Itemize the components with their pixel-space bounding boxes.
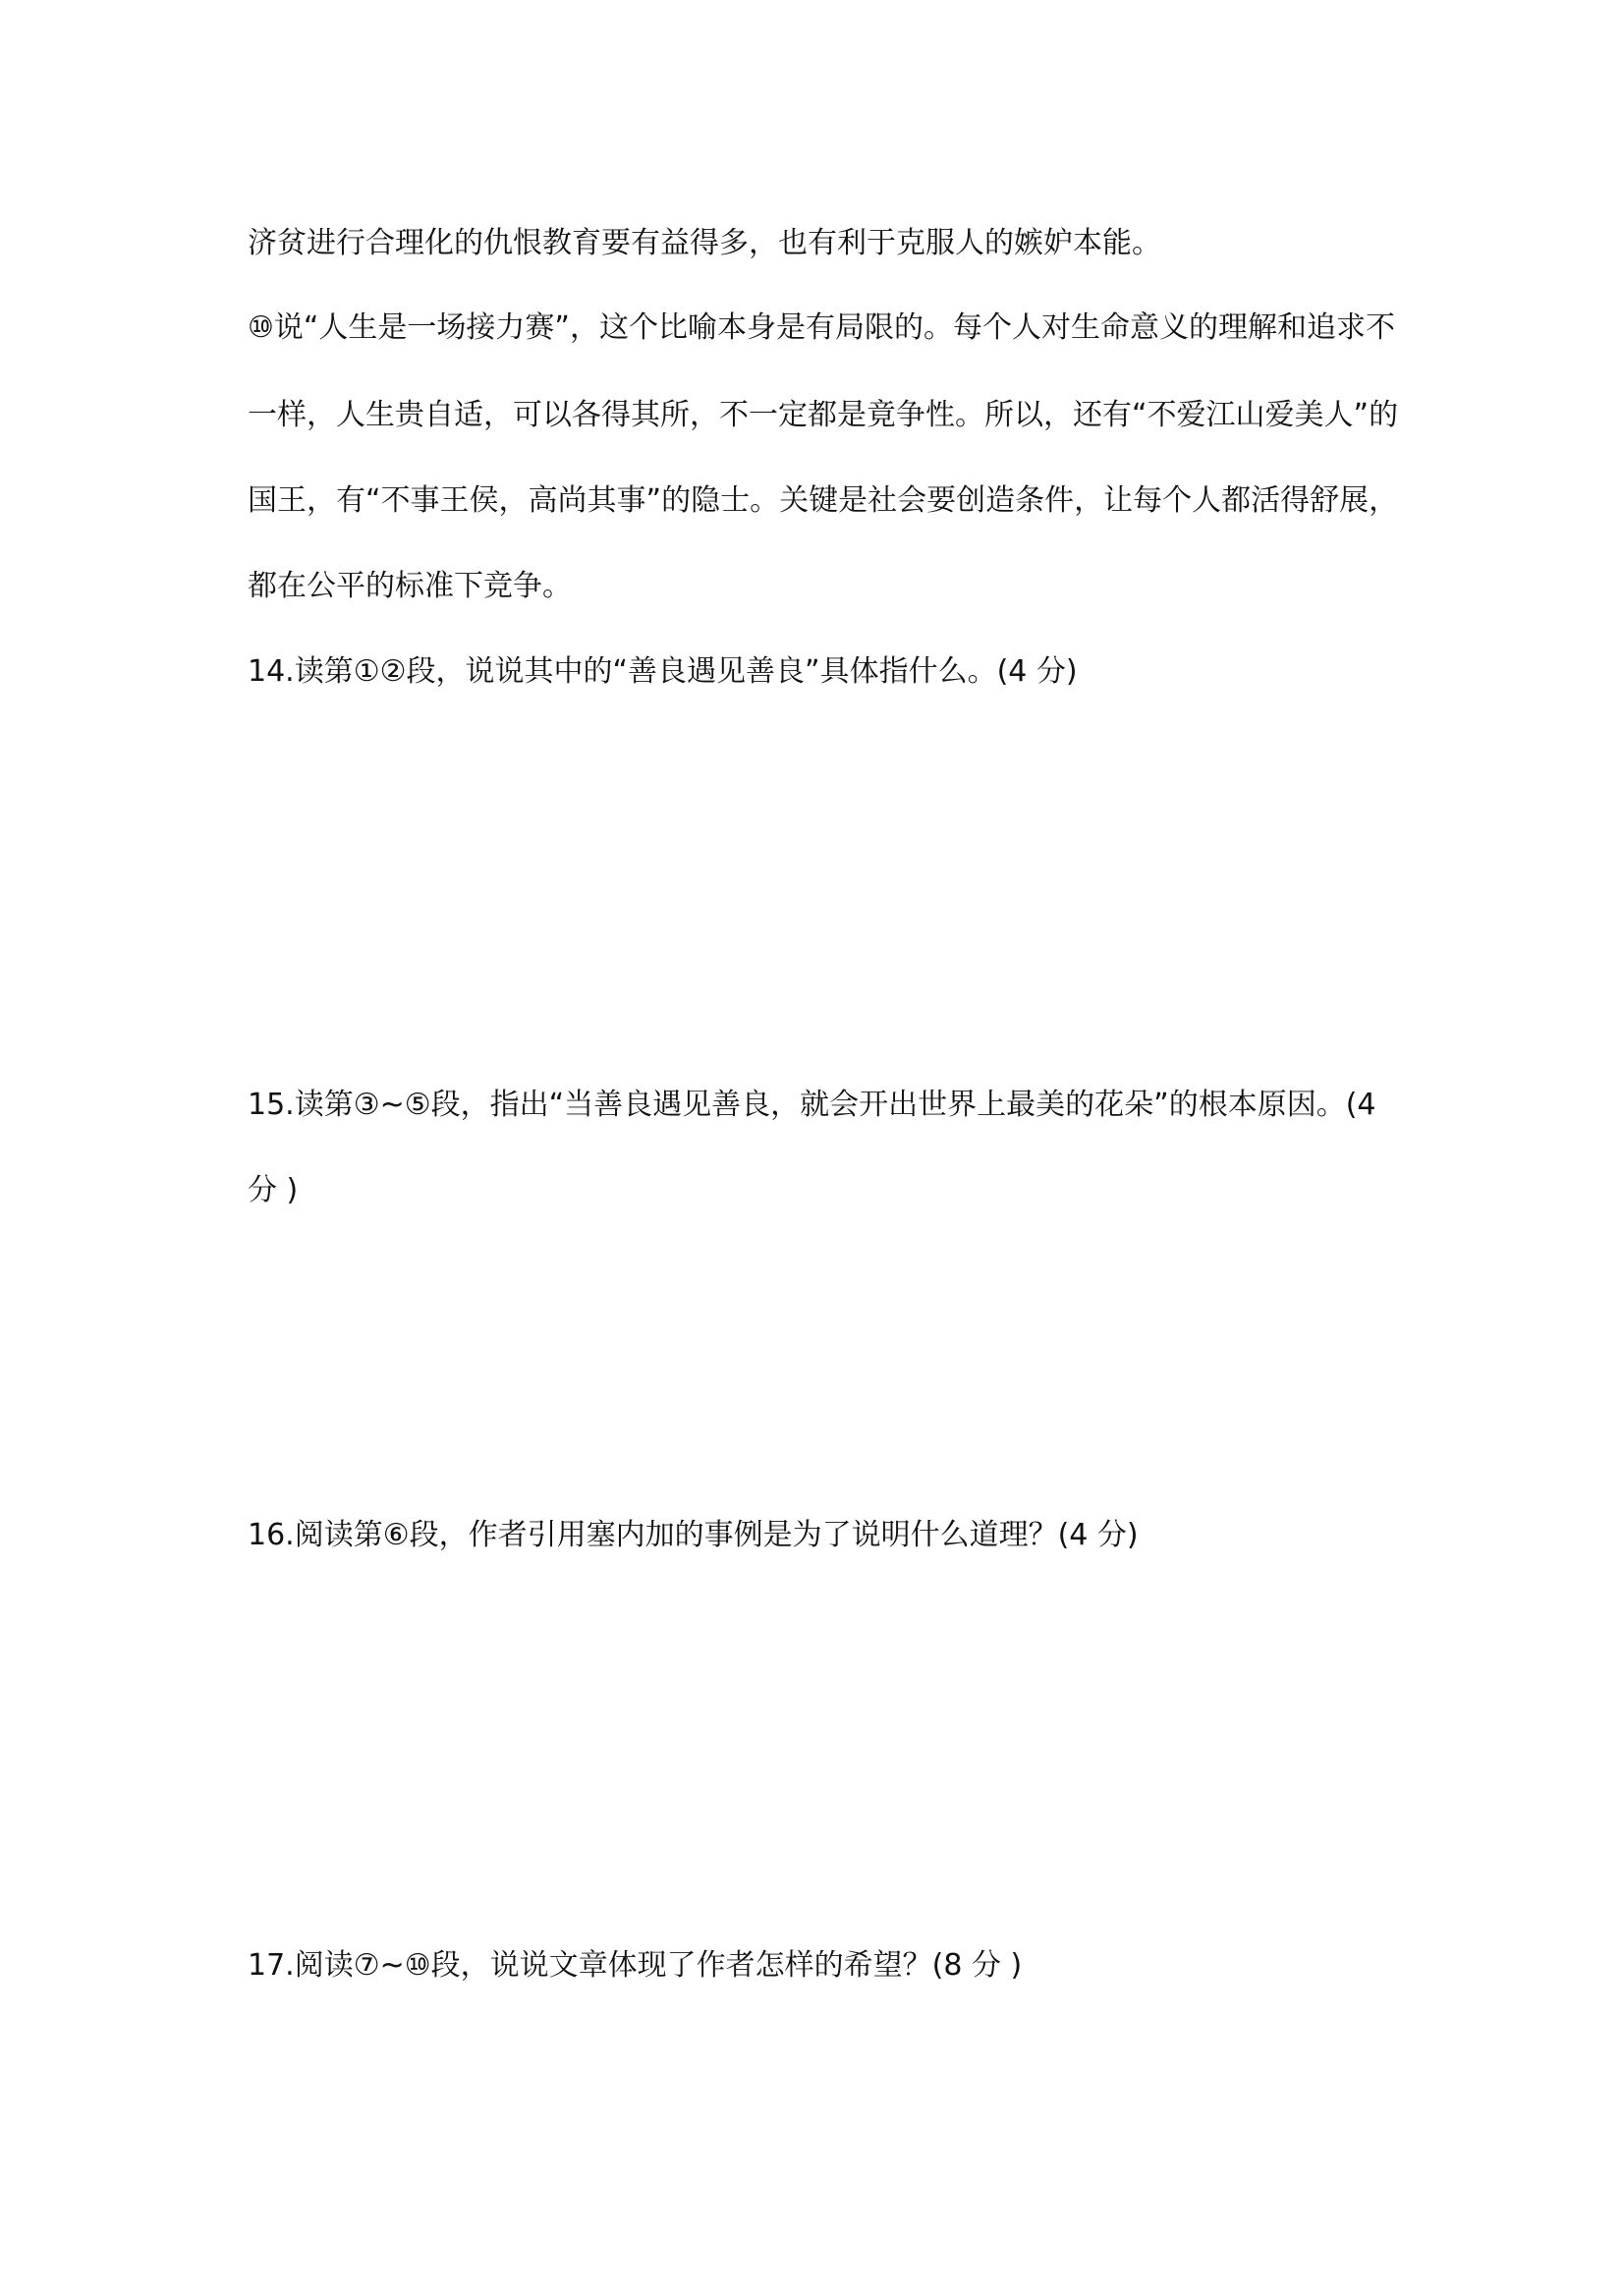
- question-16: 16.阅读第⑥段，作者引用塞内加的事例是为了说明什么道理？(4 分): [248, 1518, 1139, 1552]
- passage-line-4: 国王，有“不事王侯，高尚其事”的隐士。关键是社会要创造条件，让每个人都活得舒展，: [248, 483, 1399, 518]
- question-17: 17.阅读⑦~⑩段，说说文章体现了作者怎样的希望？(8 分 ): [248, 1948, 1023, 1983]
- passage-line-1: 济贫进行合理化的仇恨教育要有益得多，也有利于克服人的嫉妒本能。: [248, 226, 1161, 260]
- answer-area-16[interactable]: [248, 1572, 1377, 1935]
- question-15-line-1: 15.读第③~⑤段，指出“当善良遇见善良，就会开出世界上最美的花朵”的根本原因。(4: [248, 1088, 1376, 1122]
- question-15-line-2: 分 ): [248, 1173, 299, 1207]
- answer-area-17[interactable]: [248, 2004, 1377, 2260]
- passage-line-5: 都在公平的标准下竞争。: [248, 569, 572, 603]
- answer-area-15[interactable]: [248, 1228, 1377, 1513]
- passage-line-2: ⑩说“人生是一场接力赛”，这个比喻本身是有局限的。每个人对生命意义的理解和追求不: [248, 310, 1395, 345]
- answer-area-14[interactable]: [248, 707, 1377, 1081]
- passage-line-3: 一样，人生贵自适，可以各得其所，不一定都是竟争性。所以，还有“不爱江山爱美人”的: [248, 398, 1399, 432]
- question-14: 14.读第①②段，说说其中的“善良遇见善良”具体指什么。(4 分): [248, 654, 1078, 689]
